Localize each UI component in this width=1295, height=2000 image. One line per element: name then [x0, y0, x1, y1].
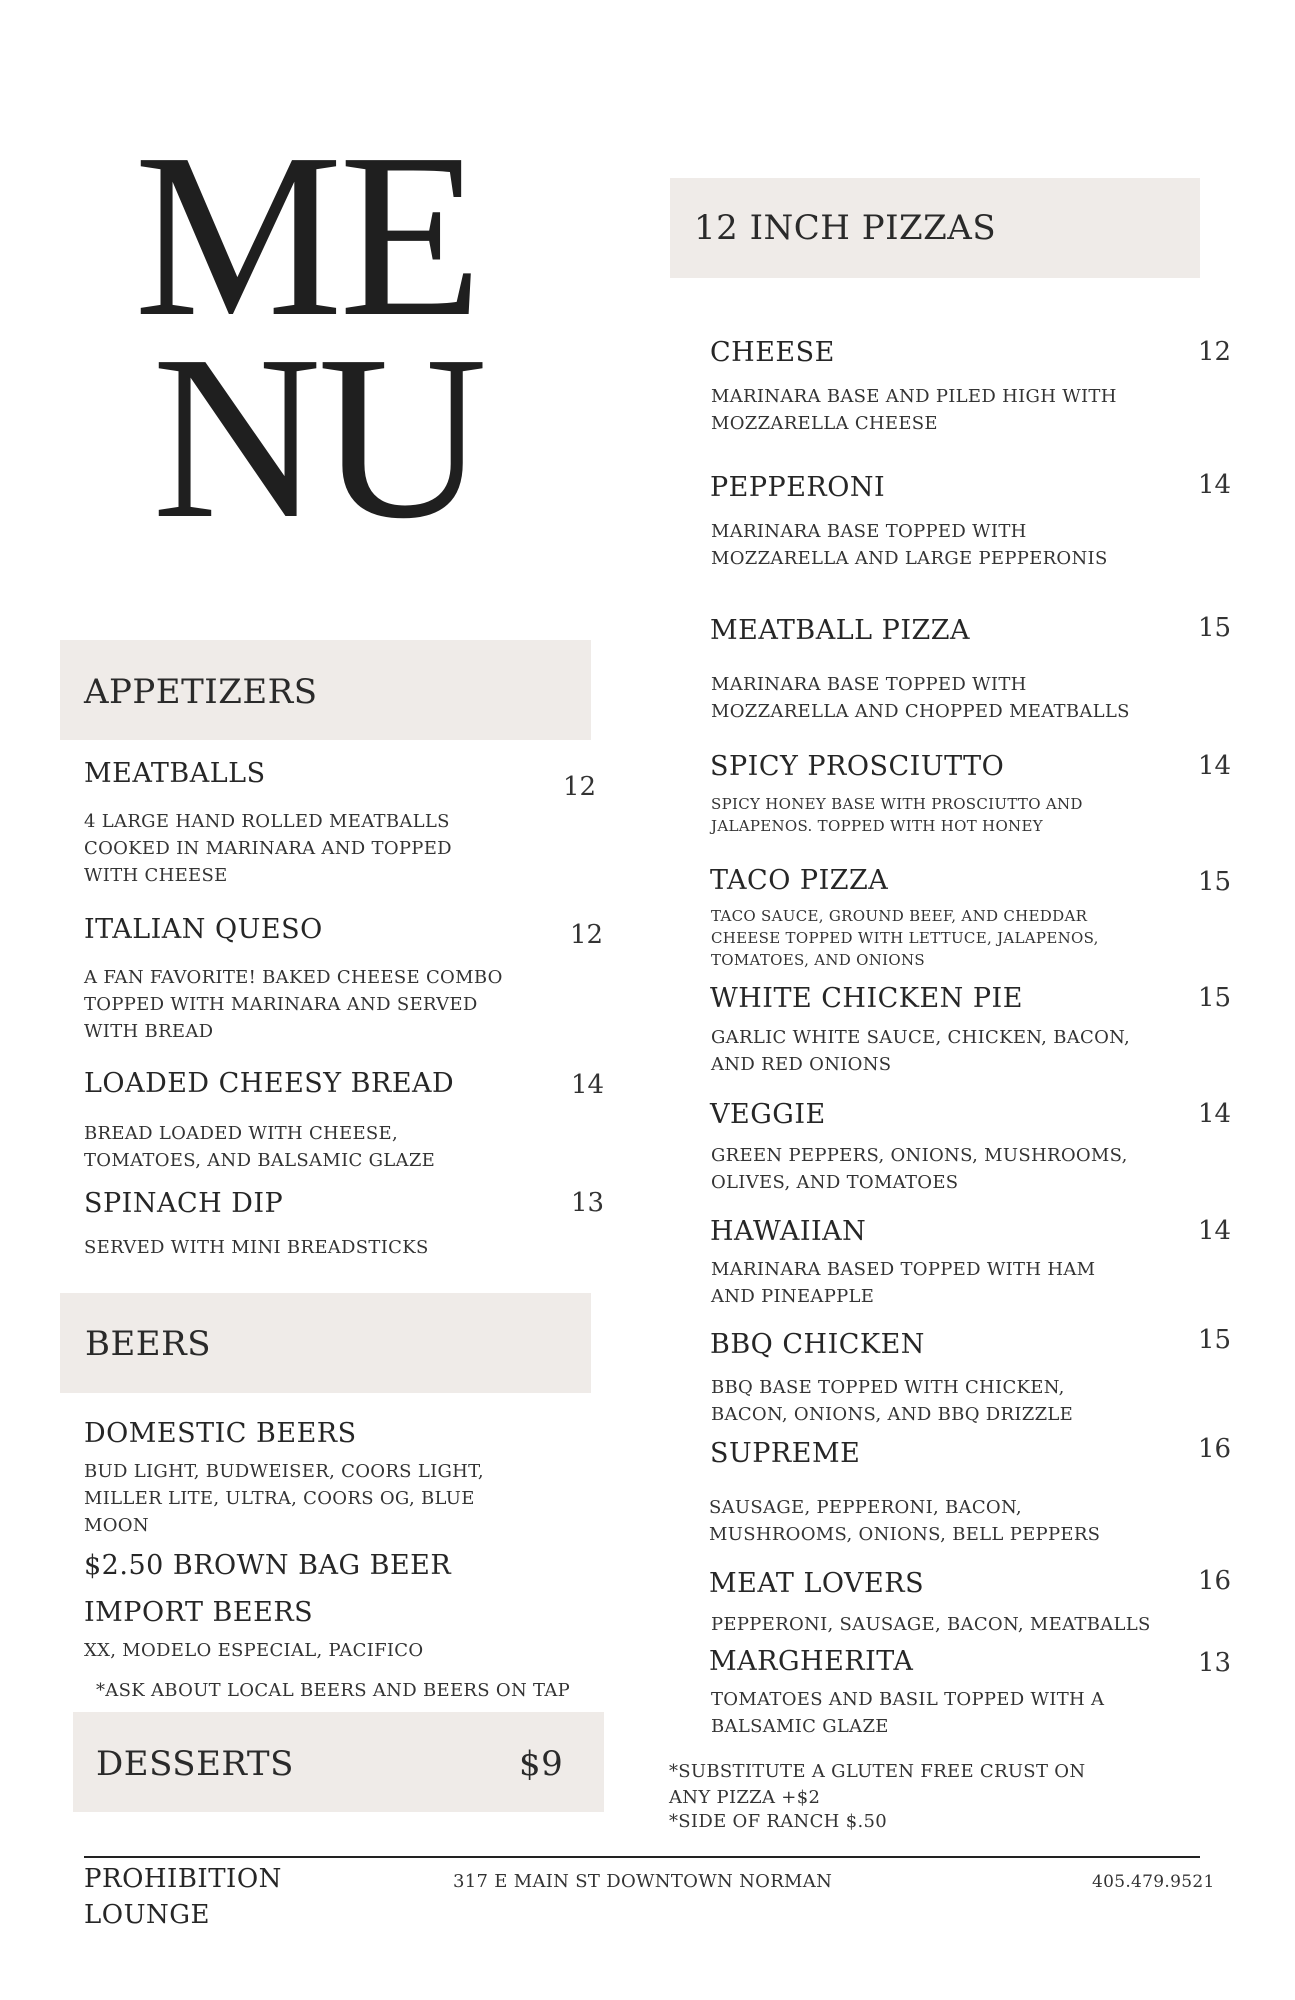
- pizza-desc: MARINARA BASE AND PILED HIGH WITH MOZZARELLA CHEESE: [711, 386, 1117, 434]
- import-beers-desc: XX, MODELO ESPECIAL, PACIFICO: [84, 1640, 424, 1661]
- pizza-name: MEATBALL PIZZA: [710, 615, 971, 646]
- pizza-price: 14: [1198, 470, 1232, 500]
- pizza-name: SUPREME: [710, 1438, 861, 1469]
- appetizer-price: 12: [570, 920, 604, 950]
- pizza-price: 15: [1198, 867, 1232, 897]
- appetizer-name: MEATBALLS: [84, 758, 266, 789]
- pizza-price: 16: [1198, 1434, 1232, 1464]
- pizza-desc: PEPPERONI, SAUSAGE, BACON, MEATBALLS: [711, 1614, 1151, 1635]
- pizza-name: CHEESE: [710, 337, 835, 368]
- pizza-note-gluten-free-price: ANY PIZZA +$2: [669, 1787, 821, 1808]
- pizza-price: 15: [1198, 983, 1232, 1013]
- pizza-name: HAWAIIAN: [710, 1216, 867, 1247]
- appetizer-desc: A FAN FAVORITE! BAKED CHEESE COMBO TOPPED WITH MARINARA AND SERVED WITH BREAD: [84, 967, 503, 1042]
- appetizer-price: 14: [571, 1070, 605, 1100]
- domestic-beers-name: DOMESTIC BEERS: [84, 1418, 357, 1449]
- appetizer-name: ITALIAN QUESO: [84, 914, 323, 945]
- footer-phone: 405.479.9521: [1092, 1872, 1215, 1892]
- appetizer-desc: BREAD LOADED WITH CHEESE, TOMATOES, AND BALSAMIC GLAZE: [84, 1123, 436, 1171]
- pizza-desc: MARINARA BASE TOPPED WITH MOZZARELLA AND CHOPPED MEATBALLS: [711, 674, 1130, 722]
- beers-heading: BEERS: [85, 1324, 212, 1364]
- footer-business-name-line2: LOUNGE: [84, 1900, 210, 1930]
- appetizer-price: 13: [571, 1188, 605, 1218]
- pizza-note-gluten-free: *SUBSTITUTE A GLUTEN FREE CRUST ON: [669, 1761, 1086, 1782]
- footer-business-name-line1: PROHIBITION: [84, 1864, 282, 1894]
- appetizer-desc: SERVED WITH MINI BREADSTICKS: [84, 1237, 429, 1258]
- pizza-name: BBQ CHICKEN: [710, 1329, 925, 1360]
- pizza-price: 12: [1198, 337, 1232, 367]
- pizza-desc: MARINARA BASED TOPPED WITH HAM AND PINEAPPLE: [711, 1259, 1096, 1307]
- import-beers-name: IMPORT BEERS: [84, 1597, 314, 1628]
- pizza-name: SPICY PROSCIUTTO: [710, 751, 1005, 782]
- pizzas-heading: 12 INCH PIZZAS: [694, 208, 997, 248]
- pizza-desc: GARLIC WHITE SAUCE, CHICKEN, BACON, AND RED ONIONS: [711, 1027, 1131, 1075]
- pizza-desc: SPICY HONEY BASE WITH PROSCIUTTO AND JALAPENOS. TOPPED WITH HOT HONEY: [711, 795, 1083, 835]
- menu-title-line2: NU: [152, 307, 484, 567]
- pizza-name: TACO PIZZA: [710, 865, 889, 896]
- pizza-price: 14: [1198, 1099, 1232, 1129]
- pizza-price: 14: [1198, 751, 1232, 781]
- pizza-name: WHITE CHICKEN PIE: [710, 983, 1023, 1014]
- brown-bag-beer: $2.50 BROWN BAG BEER: [84, 1550, 452, 1581]
- appetizer-desc: 4 LARGE HAND ROLLED MEATBALLS COOKED IN MARINARA AND TOPPED WITH CHEESE: [84, 811, 452, 886]
- pizza-name: MEAT LOVERS: [709, 1568, 925, 1599]
- appetizer-name: SPINACH DIP: [84, 1188, 284, 1219]
- pizza-name: PEPPERONI: [710, 472, 886, 503]
- desserts-heading: DESSERTS: [96, 1744, 294, 1784]
- menu-title-line1: ME: [134, 105, 479, 365]
- footer-address: 317 E MAIN ST DOWNTOWN NORMAN: [453, 1871, 833, 1892]
- appetizer-price: 12: [563, 772, 597, 802]
- pizza-desc: SAUSAGE, PEPPERONI, BACON, MUSHROOMS, ONIONS, BELL PEPPERS: [709, 1497, 1101, 1545]
- appetizer-name: LOADED CHEESY BREAD: [84, 1068, 455, 1099]
- pizza-price: 15: [1198, 1325, 1232, 1355]
- pizza-desc: MARINARA BASE TOPPED WITH MOZZARELLA AND LARGE PEPPERONIS: [711, 521, 1108, 569]
- domestic-beers-desc: BUD LIGHT, BUDWEISER, COORS LIGHT, MILLER LITE, ULTRA, COORS OG, BLUE MOON: [84, 1461, 484, 1536]
- footer-divider: [84, 1856, 1200, 1858]
- pizza-desc: BBQ BASE TOPPED WITH CHICKEN, BACON, ONIONS, AND BBQ DRIZZLE: [711, 1377, 1074, 1425]
- pizza-price: 15: [1198, 613, 1232, 643]
- desserts-price: $9: [519, 1744, 564, 1784]
- pizza-price: 16: [1198, 1566, 1232, 1596]
- pizza-desc: TACO SAUCE, GROUND BEEF, AND CHEDDAR CHEESE TOPPED WITH LETTUCE, JALAPENOS, TOMATOES, AND ONIONS: [711, 907, 1099, 969]
- pizza-desc: GREEN PEPPERS, ONIONS, MUSHROOMS, OLIVES, AND TOMATOES: [711, 1145, 1128, 1193]
- appetizers-heading: APPETIZERS: [84, 672, 318, 712]
- pizza-price: 14: [1198, 1216, 1232, 1246]
- beers-note: *ASK ABOUT LOCAL BEERS AND BEERS ON TAP: [96, 1680, 571, 1701]
- pizza-price: 13: [1198, 1648, 1232, 1678]
- pizza-name: VEGGIE: [710, 1099, 826, 1130]
- pizza-name: MARGHERITA: [709, 1646, 914, 1677]
- pizza-desc: TOMATOES AND BASIL TOPPED WITH A BALSAMIC GLAZE: [711, 1689, 1105, 1737]
- pizza-note-ranch: *SIDE OF RANCH $.50: [669, 1811, 887, 1832]
